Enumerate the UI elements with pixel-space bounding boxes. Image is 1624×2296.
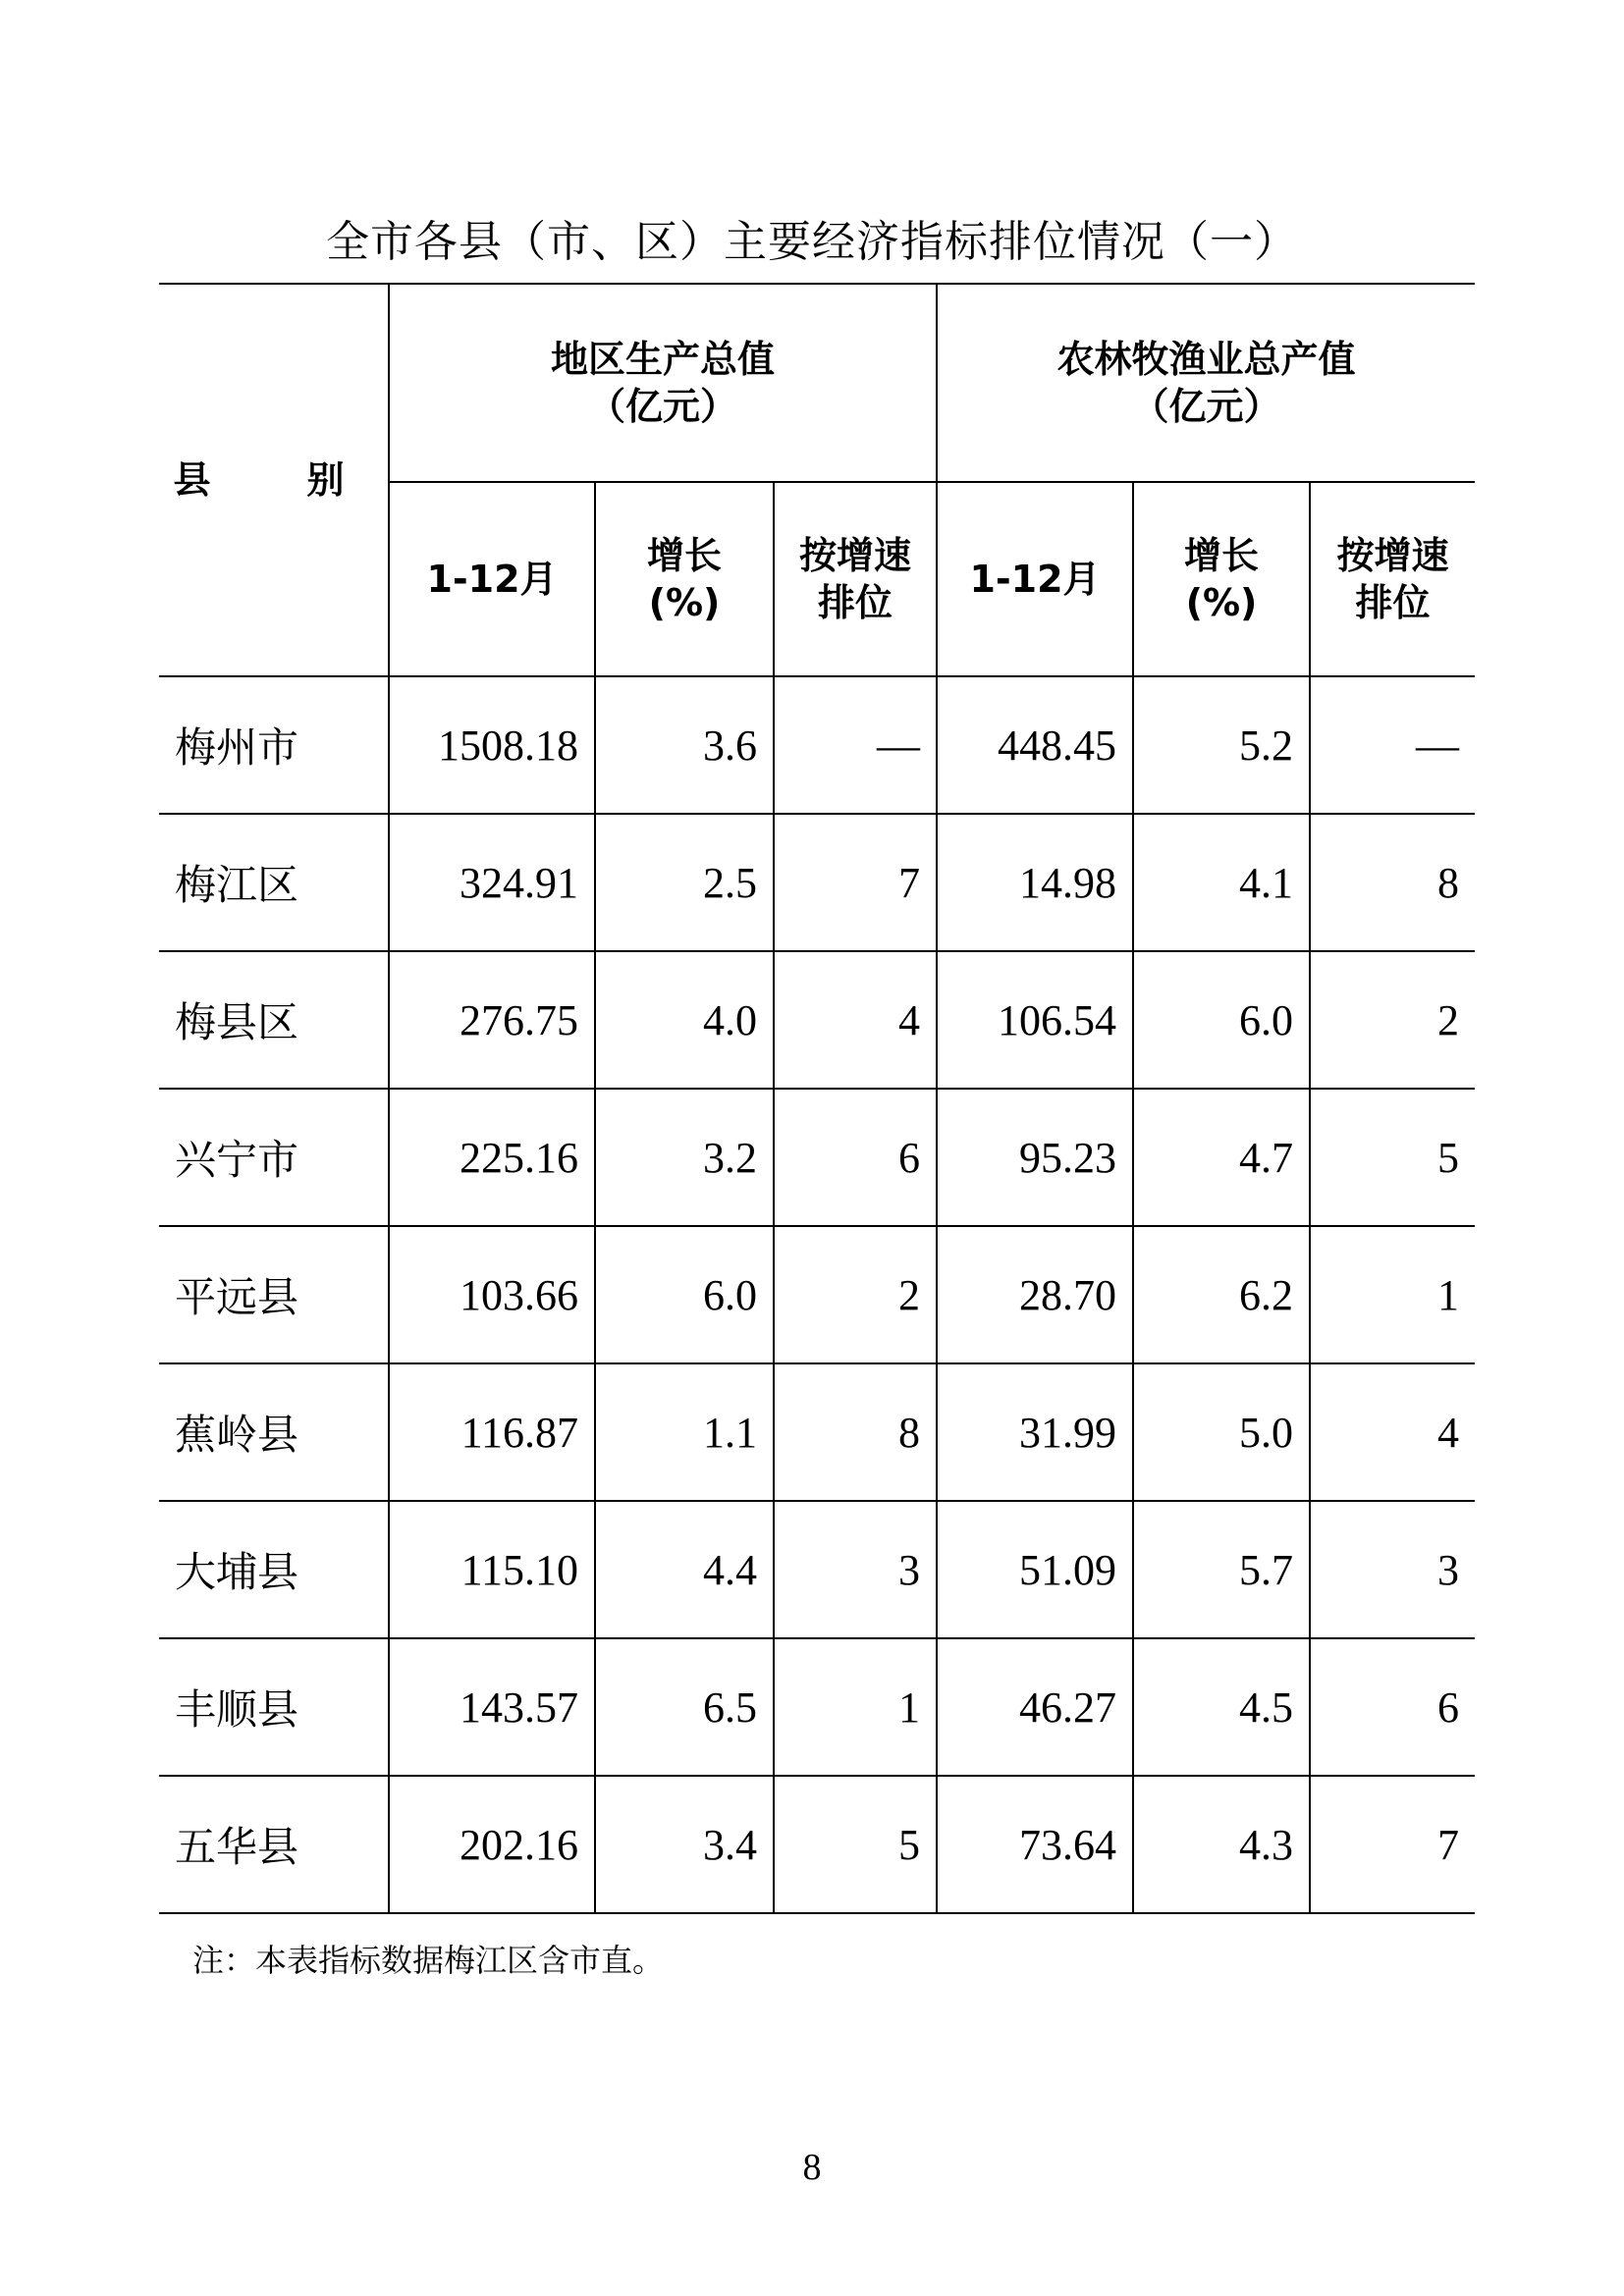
agri-growth-cell: 6.0 (1133, 951, 1310, 1089)
gdp-rank-cell: 5 (774, 1776, 937, 1913)
table-row (159, 1638, 1475, 1776)
county-name-cell: 梅江区 (159, 814, 389, 951)
table-row (159, 1363, 1475, 1501)
gdp-rank-header (774, 482, 937, 676)
gdp-growth-cell: 6.5 (595, 1638, 774, 1776)
table-row (159, 1501, 1475, 1638)
agri-rank-header-line1: 按增速 (1336, 534, 1449, 577)
gdp-growth-header-line2: (%) (648, 581, 721, 624)
agri-rank-cell: 6 (1310, 1638, 1475, 1776)
agri-rank-header-line2: 排位 (1355, 581, 1431, 624)
agri-group-title: 农林牧渔业总产值 (1056, 338, 1356, 381)
agri-group-unit: （亿元） (1131, 385, 1281, 428)
agri-rank-cell: 7 (1310, 1776, 1475, 1913)
agri-rank-header (1310, 482, 1475, 676)
gdp-growth-cell: 2.5 (595, 814, 774, 951)
gdp-value-cell: 116.87 (389, 1363, 595, 1501)
gdp-growth-cell: 6.0 (595, 1226, 774, 1363)
agri-value-cell: 28.70 (937, 1226, 1133, 1363)
agri-group-header (937, 284, 1475, 482)
table-row (159, 1226, 1475, 1363)
agri-rank-cell: 5 (1310, 1089, 1475, 1226)
table-note: 注：本表指标数据梅江区含市直。 (192, 1942, 665, 1979)
page-title: 全市各县（市、区）主要经济指标排位情况（一） (326, 217, 1298, 267)
agri-rank-cell: 8 (1310, 814, 1475, 951)
page-number: 8 (802, 2147, 822, 2188)
agri-growth-cell: 5.2 (1133, 676, 1310, 814)
agri-value-cell: 106.54 (937, 951, 1133, 1089)
gdp-group-header (389, 284, 937, 482)
gdp-rank-header-line1: 按增速 (798, 534, 911, 577)
gdp-value-cell: 143.57 (389, 1638, 595, 1776)
table-row (159, 1776, 1475, 1913)
gdp-group-title: 地区生产总值 (550, 338, 775, 381)
gdp-group-unit: （亿元） (587, 385, 737, 428)
agri-growth-cell: 5.0 (1133, 1363, 1310, 1501)
table-row (159, 1089, 1475, 1226)
table-row (159, 951, 1475, 1089)
gdp-value-cell: 202.16 (389, 1776, 595, 1913)
gdp-value-cell: 225.16 (389, 1089, 595, 1226)
gdp-rank-cell: 8 (774, 1363, 937, 1501)
agri-value-cell: 95.23 (937, 1089, 1133, 1226)
agri-growth-header (1133, 482, 1310, 676)
agri-growth-cell: 6.2 (1133, 1226, 1310, 1363)
gdp-value-cell: 115.10 (389, 1501, 595, 1638)
gdp-rank-cell: — (774, 676, 937, 814)
gdp-growth-cell: 3.6 (595, 676, 774, 814)
agri-rank-cell: — (1310, 676, 1475, 814)
county-name-cell: 梅县区 (159, 951, 389, 1089)
agri-value-cell: 31.99 (937, 1363, 1133, 1501)
agri-value-cell: 51.09 (937, 1501, 1133, 1638)
county-name-cell: 丰顺县 (159, 1638, 389, 1776)
gdp-value-cell: 276.75 (389, 951, 595, 1089)
table-row (159, 814, 1475, 951)
gdp-rank-header-line2: 排位 (817, 581, 893, 624)
agri-growth-cell: 4.3 (1133, 1776, 1310, 1913)
county-name-cell: 平远县 (159, 1226, 389, 1363)
agri-rank-cell: 4 (1310, 1363, 1475, 1501)
agri-growth-header-line1: 增长 (1183, 534, 1259, 577)
agri-value-cell: 14.98 (937, 814, 1133, 951)
agri-growth-cell: 4.7 (1133, 1089, 1310, 1226)
agri-rank-cell: 1 (1310, 1226, 1475, 1363)
gdp-growth-header (595, 482, 774, 676)
county-name-cell: 大埔县 (159, 1501, 389, 1638)
agri-growth-cell: 4.5 (1133, 1638, 1310, 1776)
gdp-rank-cell: 6 (774, 1089, 937, 1226)
gdp-growth-header-line1: 增长 (646, 534, 722, 577)
gdp-value-cell: 1508.18 (389, 676, 595, 814)
gdp-growth-cell: 3.4 (595, 1776, 774, 1913)
gdp-value-cell: 103.66 (389, 1226, 595, 1363)
gdp-rank-cell: 4 (774, 951, 937, 1089)
gdp-value-cell: 324.91 (389, 814, 595, 951)
county-name-cell: 兴宁市 (159, 1089, 389, 1226)
county-name-cell: 蕉岭县 (159, 1363, 389, 1501)
gdp-rank-cell: 2 (774, 1226, 937, 1363)
gdp-period-header: 1-12月 (389, 482, 595, 676)
gdp-growth-cell: 3.2 (595, 1089, 774, 1226)
agri-growth-cell: 4.1 (1133, 814, 1310, 951)
county-header: 县 别 (159, 284, 389, 676)
gdp-rank-cell: 7 (774, 814, 937, 951)
gdp-growth-cell: 1.1 (595, 1363, 774, 1501)
agri-growth-cell: 5.7 (1133, 1501, 1310, 1638)
agri-rank-cell: 2 (1310, 951, 1475, 1089)
gdp-growth-cell: 4.0 (595, 951, 774, 1089)
county-name-cell: 梅州市 (159, 676, 389, 814)
agri-rank-cell: 3 (1310, 1501, 1475, 1638)
agri-period-header: 1-12月 (937, 482, 1133, 676)
agri-value-cell: 448.45 (937, 676, 1133, 814)
gdp-rank-cell: 3 (774, 1501, 937, 1638)
agri-value-cell: 73.64 (937, 1776, 1133, 1913)
gdp-growth-cell: 4.4 (595, 1501, 774, 1638)
agri-value-cell: 46.27 (937, 1638, 1133, 1776)
table-body (159, 676, 1475, 1913)
county-name-cell: 五华县 (159, 1776, 389, 1913)
table-row (159, 676, 1475, 814)
agri-growth-header-line2: (%) (1185, 581, 1258, 624)
gdp-rank-cell: 1 (774, 1638, 937, 1776)
economic-indicators-table (159, 283, 1475, 1914)
